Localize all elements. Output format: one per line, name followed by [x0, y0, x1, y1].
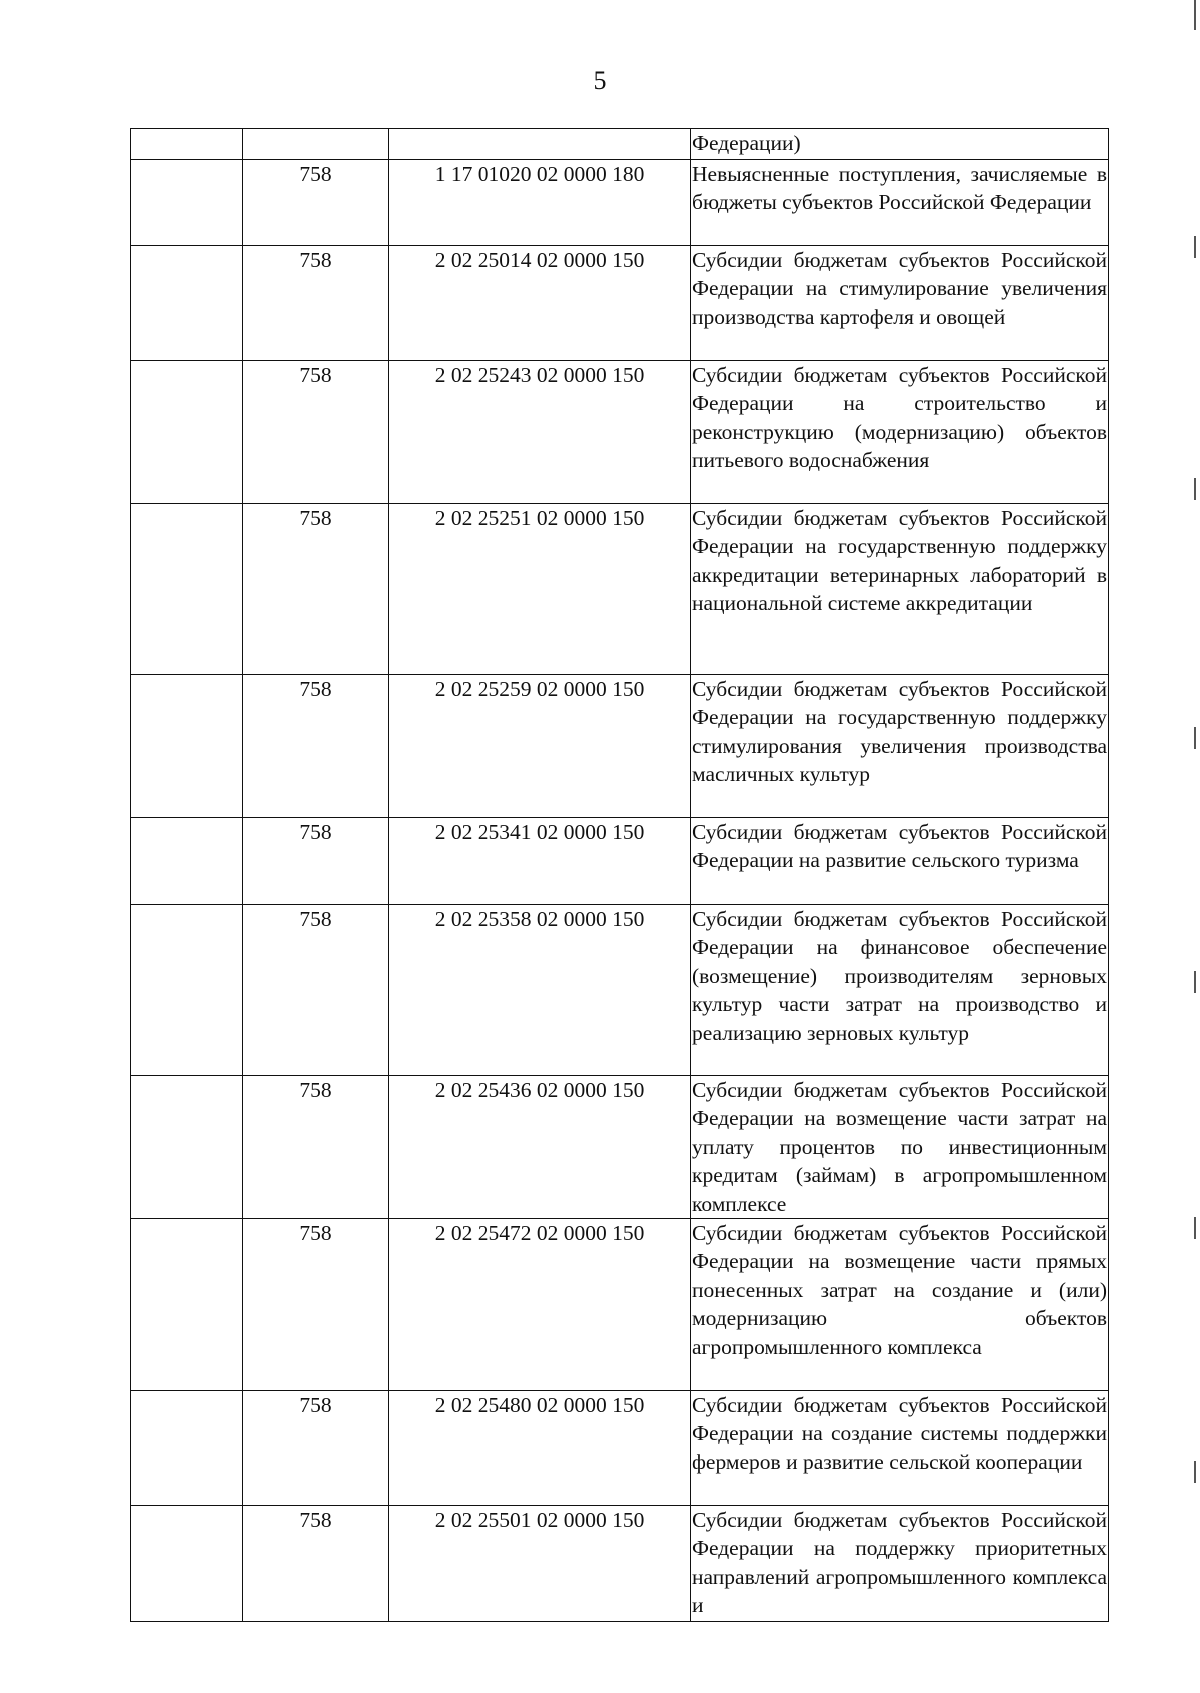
admin-code-cell: 758: [243, 1506, 389, 1622]
table-row: [131, 675, 1109, 818]
description-cell: Субсидии бюджетам субъектов Российской Федерации на государственную поддержку стимулирования увеличения производства масличных культур: [691, 675, 1109, 818]
budget-code-cell: 1 17 01020 02 0000 180: [389, 160, 691, 246]
empty-cell: [131, 246, 243, 361]
admin-code-cell: 758: [243, 1391, 389, 1506]
empty-cell: [131, 129, 243, 160]
scan-mark: [1194, 478, 1196, 500]
table-row: [131, 504, 1109, 675]
scan-mark: [1194, 236, 1196, 258]
table-row: [131, 160, 1109, 246]
description-cell: Невыясненные поступления, зачисляемые в бюджеты субъектов Российской Федерации: [691, 160, 1109, 246]
description-cell: Субсидии бюджетам субъектов Российской Федерации на создание системы поддержки фермеров и развитие сельской кооперации: [691, 1391, 1109, 1506]
description-cell: Субсидии бюджетам субъектов Российской Федерации на поддержку приоритетных направлений агропромышленного комплекса и: [691, 1506, 1109, 1622]
table-row: [131, 818, 1109, 905]
budget-code-cell: 2 02 25341 02 0000 150: [389, 818, 691, 905]
budget-code-cell: 2 02 25472 02 0000 150: [389, 1219, 691, 1391]
scan-mark: [1194, 1461, 1196, 1483]
empty-cell: [131, 1076, 243, 1219]
description-cell: Субсидии бюджетам субъектов Российской Федерации на возмещение части прямых понесенных затрат на создание и (или) модернизацию объектов агропромышленного комплекса: [691, 1219, 1109, 1391]
empty-cell: [131, 361, 243, 504]
admin-code-cell: 758: [243, 1219, 389, 1391]
empty-cell: [131, 1391, 243, 1506]
table-row: [131, 905, 1109, 1076]
budget-code-cell: 2 02 25480 02 0000 150: [389, 1391, 691, 1506]
admin-code-cell: 758: [243, 905, 389, 1076]
description-cell: Субсидии бюджетам субъектов Российской Федерации на развитие сельского туризма: [691, 818, 1109, 905]
admin-code-cell: 758: [243, 504, 389, 675]
table-row: [131, 1506, 1109, 1622]
admin-code-cell: 758: [243, 1076, 389, 1219]
table-row: [131, 361, 1109, 504]
budget-code-cell: 2 02 25436 02 0000 150: [389, 1076, 691, 1219]
admin-code-cell: 758: [243, 246, 389, 361]
description-cell: Субсидии бюджетам субъектов Российской Федерации на возмещение части затрат на уплату процентов по инвестиционным кредитам (займам) в агропромышленном комплексе: [691, 1076, 1109, 1219]
table-row: [131, 1219, 1109, 1391]
admin-code-cell: 758: [243, 675, 389, 818]
empty-cell: [131, 1506, 243, 1622]
description-cell: Субсидии бюджетам субъектов Российской Федерации на финансовое обеспечение (возмещение) производителям зерновых культур части затрат на производство и реализацию зерновых культур: [691, 905, 1109, 1076]
description-cell: Субсидии бюджетам субъектов Российской Федерации на стимулирование увеличения производства картофеля и овощей: [691, 246, 1109, 361]
scan-mark: [1194, 1217, 1196, 1239]
budget-code-cell: 2 02 25358 02 0000 150: [389, 905, 691, 1076]
budget-code-cell: 2 02 25014 02 0000 150: [389, 246, 691, 361]
budget-code-cell: [389, 129, 691, 160]
empty-cell: [131, 1219, 243, 1391]
scan-mark: [1194, 971, 1196, 993]
description-cell: Федерации): [691, 129, 1109, 160]
budget-code-cell: 2 02 25501 02 0000 150: [389, 1506, 691, 1622]
scan-mark: [1194, 0, 1196, 30]
empty-cell: [131, 818, 243, 905]
admin-code-cell: 758: [243, 160, 389, 246]
empty-cell: [131, 905, 243, 1076]
description-cell: Субсидии бюджетам субъектов Российской Федерации на строительство и реконструкцию (модернизацию) объектов питьевого водоснабжения: [691, 361, 1109, 504]
table-row: [131, 129, 1109, 160]
table-row: [131, 1076, 1109, 1219]
page-number: 5: [593, 66, 607, 95]
revenue-codes-table: [130, 128, 1109, 1622]
scan-mark: [1194, 727, 1196, 749]
empty-cell: [131, 160, 243, 246]
budget-code-cell: 2 02 25251 02 0000 150: [389, 504, 691, 675]
admin-code-cell: [243, 129, 389, 160]
admin-code-cell: 758: [243, 818, 389, 905]
description-cell: Субсидии бюджетам субъектов Российской Федерации на государственную поддержку аккредитации ветеринарных лабораторий в национальной системе аккредитации: [691, 504, 1109, 675]
admin-code-cell: 758: [243, 361, 389, 504]
table-row: [131, 1391, 1109, 1506]
table-row: [131, 246, 1109, 361]
empty-cell: [131, 504, 243, 675]
budget-code-cell: 2 02 25243 02 0000 150: [389, 361, 691, 504]
empty-cell: [131, 675, 243, 818]
budget-code-cell: 2 02 25259 02 0000 150: [389, 675, 691, 818]
